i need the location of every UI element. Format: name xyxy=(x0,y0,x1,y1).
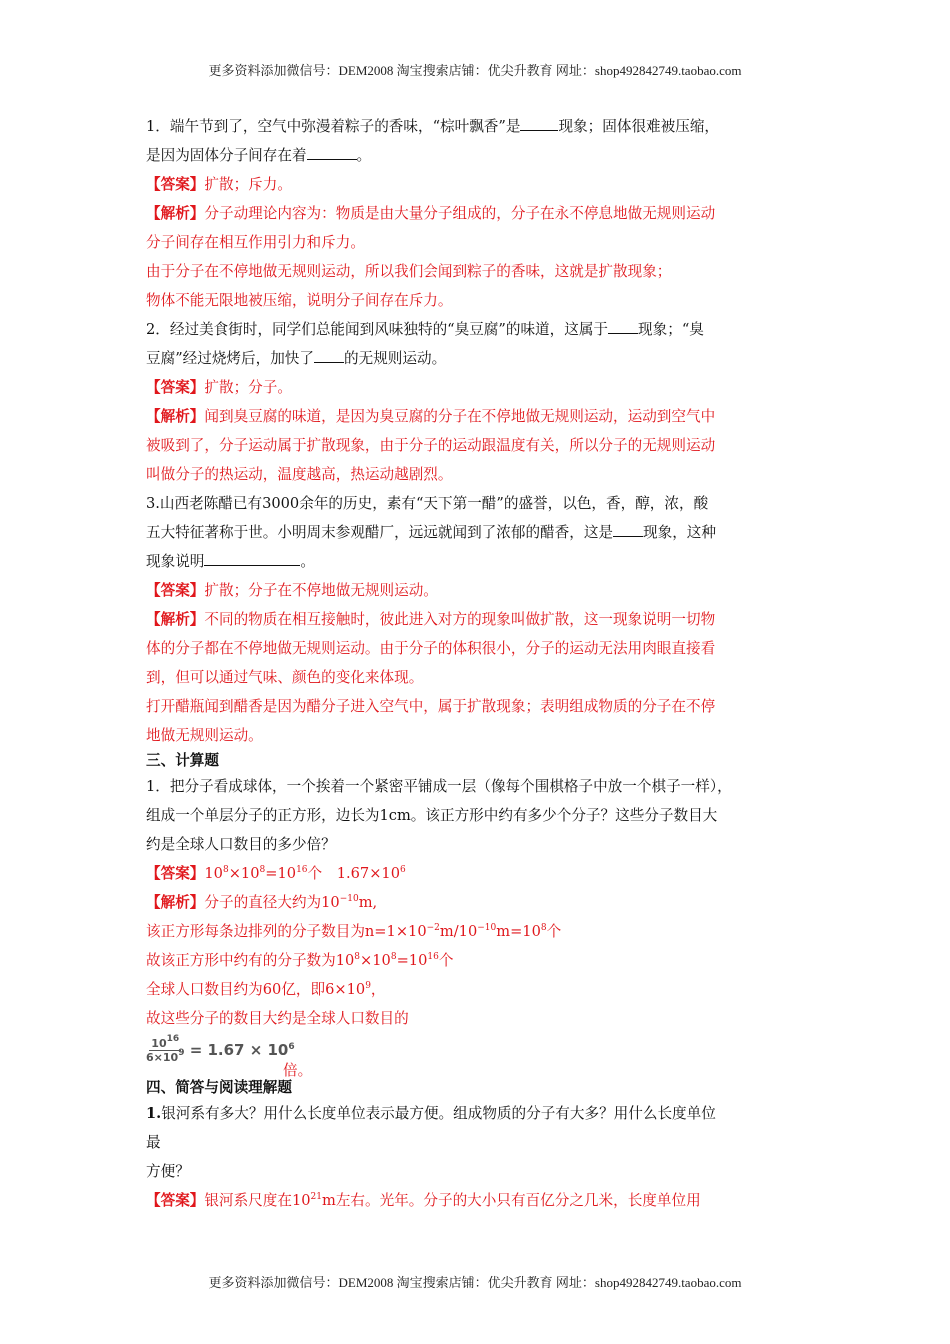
q3-blank-2 xyxy=(204,551,300,566)
q2-blank-2 xyxy=(314,348,344,363)
d1-line-1: 1.银河系有多大？用什么长度单位表示最方便。组成物质的分子有大多？用什么长度单位 xyxy=(146,1105,716,1122)
q1-answer: 【答案】扩散；斥力。 xyxy=(146,176,292,193)
document-body xyxy=(146,112,816,1215)
c1-explanation-3: 故该正方形中约有的分子数为$10^8\times 10^8=10^{16}$个 xyxy=(146,952,454,969)
q2-explanation-1: 【解析】闻到臭豆腐的味道，是因为臭豆腐的分子在不停地做无规则运动，运动到空气中 xyxy=(146,408,716,425)
q3-line-2: 五大特征著称于世。小明周末参观醋厂，远远就闻到了浓郁的醋香，这是 现象，这种 xyxy=(146,524,716,541)
q3-explanation-2: 体的分子都在不停地做无规则运动。由于分子的体积很小，分子的运动无法用肉眼直接看 xyxy=(146,640,716,657)
q3-explanation-3: 到，但可以通过气味、颜色的变化来体现。 xyxy=(146,669,424,686)
q2-blank-1 xyxy=(608,319,638,334)
section-heading-calc: 三、计算题 xyxy=(146,752,219,769)
q1-line-1: 1．端午节到了，空气中弥漫着粽子的香味，“棕叶飘香”是 现象；固体很难被压缩， xyxy=(146,118,720,135)
formula-fraction: $\frac{10^{16}}{6\times 10^9}$ xyxy=(146,1034,185,1064)
q3-line-1: 3.山西老陈醋已有3000余年的历史，素有“天下第一醋”的盛誉，以色，香，醇，浓，酸 xyxy=(146,495,709,512)
formula-expression: $\frac{10^{16}}{6\times 10^9}$ = $1.67 \times 10^6$ xyxy=(146,1034,295,1064)
d1-answer: 【答案】银河系尺度在$10^{21}m$左右。光年。分子的大小只有百亿分之几米，长度单位用 xyxy=(146,1192,701,1209)
q1-blank-2 xyxy=(307,145,357,160)
q3-answer: 【答案】扩散；分子在不停地做无规则运动。 xyxy=(146,582,438,599)
c1-explanation-4: 全球人口数目约为60亿，即$6\times 10^9$， xyxy=(146,981,386,998)
formula-tail: 倍。 xyxy=(283,1062,313,1079)
d1-line-3: 方便？ xyxy=(146,1163,190,1180)
page-header: 更多资料添加微信号：DEM2008 淘宝搜索店铺：优尖升教育 网址：shop492842749.taobao.com xyxy=(208,63,742,78)
c1-line-3: 约是全球人口数目的多少倍？ xyxy=(146,836,336,853)
q1-line-2: 是因为固体分子间存在着 。 xyxy=(146,147,372,164)
c1-line-2: 组成一个单层分子的正方形，边长为1cm。该正方形中约有多少个分子？这些分子数目大 xyxy=(146,807,718,824)
d1-line-2: 最 xyxy=(146,1134,161,1151)
q3-explanation-5: 地做无规则运动。 xyxy=(146,727,263,744)
q3-blank-1 xyxy=(613,522,643,537)
c1-line-1: 1．把分子看成球体，一个挨着一个紧密平铺成一层（像每个围棋格子中放一个棋子一样）， xyxy=(146,778,732,795)
page-footer: 更多资料添加微信号：DEM2008 淘宝搜索店铺：优尖升教育 网址：shop492842749.taobao.com xyxy=(208,1275,742,1290)
c1-explanation-5: 故这些分子的数目大约是全球人口数目的 xyxy=(146,1010,409,1027)
q1-explanation-2: 分子间存在相互作用引力和斥力。 xyxy=(146,234,365,251)
c1-explanation-2: 该正方形每条边排列的分子数目为$n=1\times 10^{-2}m/10^{-10}m=10^8$个 xyxy=(146,923,562,940)
q2-line-1: 2．经过美食街时，同学们总能闻到风味独特的“臭豆腐”的味道，这属于 现象；“臭 xyxy=(146,321,704,338)
q1-explanation-3: 由于分子在不停地做无规则运动，所以我们会闻到粽子的香味，这就是扩散现象； xyxy=(146,263,672,280)
q2-explanation-3: 叫做分子的热运动，温度越高，热运动越剧烈。 xyxy=(146,466,453,483)
c1-formula xyxy=(146,1033,816,1077)
q2-line-2: 豆腐”经过烧烤后，加快了 的无规则运动。 xyxy=(146,350,447,367)
q2-explanation-2: 被吸到了，分子运动属于扩散现象，由于分子的运动跟温度有关，所以分子的无规则运动 xyxy=(146,437,716,454)
c1-answer: 【答案】$10^8\times 10^8=10^{16}$个 $1.67\times 10^6$ xyxy=(146,865,406,882)
q3-explanation-1: 【解析】不同的物质在相互接触时，彼此进入对方的现象叫做扩散，这一现象说明一切物 xyxy=(146,611,716,628)
q1-blank-1 xyxy=(520,116,558,131)
q3-explanation-4: 打开醋瓶闻到醋香是因为醋分子进入空气中，属于扩散现象；表明组成物质的分子在不停 xyxy=(146,698,716,715)
q1-explanation-4: 物体不能无限地被压缩，说明分子间存在斥力。 xyxy=(146,292,453,309)
c1-explanation-1: 【解析】分子的直径大约为$10^{-10}m$, xyxy=(146,894,378,911)
q1-explanation-1: 【解析】分子动理论内容为：物质是由大量分子组成的，分子在永不停息地做无规则运动 xyxy=(146,205,716,222)
section-heading-short-answer: 四、简答与阅读理解题 xyxy=(146,1079,292,1096)
q2-answer: 【答案】扩散；分子。 xyxy=(146,379,292,396)
q3-line-3: 现象说明 。 xyxy=(146,553,315,570)
